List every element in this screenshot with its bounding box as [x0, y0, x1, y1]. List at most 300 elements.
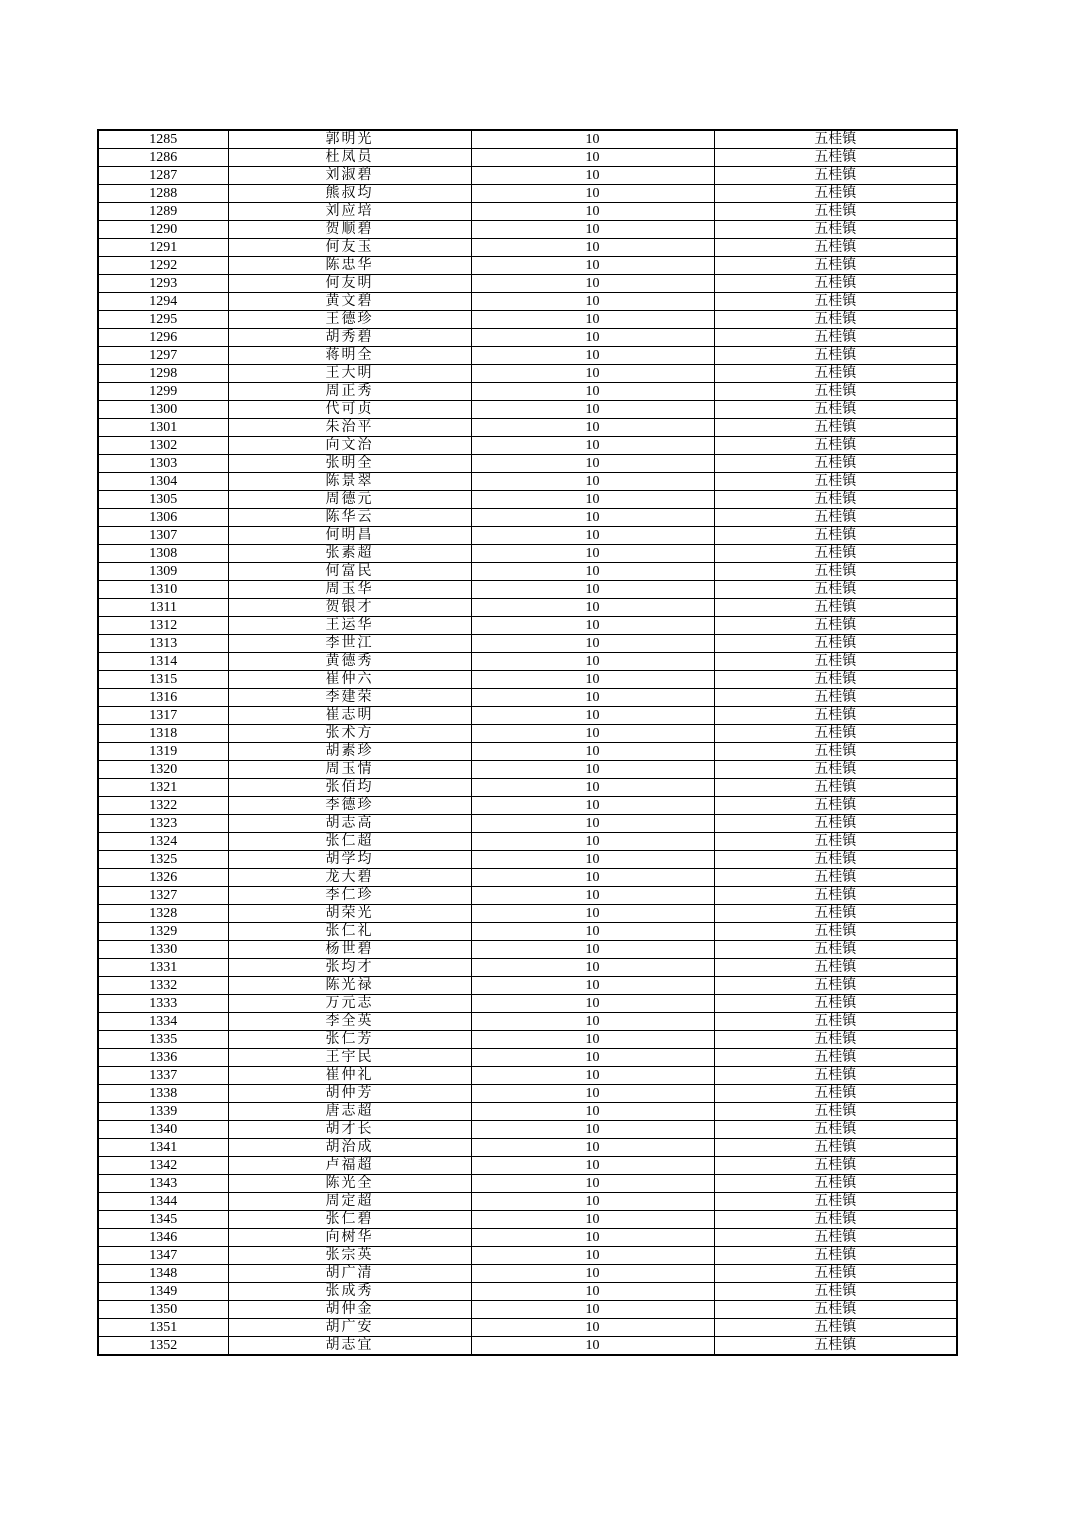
- row-number-cell: 1347: [98, 1247, 228, 1265]
- amount-cell: 10: [471, 419, 714, 437]
- person-name-cell: 代可贞: [228, 401, 471, 419]
- person-name-cell: 陈光禄: [228, 977, 471, 995]
- amount-cell: 10: [471, 761, 714, 779]
- person-name-cell: 贺顺碧: [228, 221, 471, 239]
- row-number-cell: 1335: [98, 1031, 228, 1049]
- amount-cell: 10: [471, 1139, 714, 1157]
- amount-cell: 10: [471, 1157, 714, 1175]
- amount-cell: 10: [471, 509, 714, 527]
- amount-cell: 10: [471, 401, 714, 419]
- person-name-cell: 张素超: [228, 545, 471, 563]
- table-row: [98, 293, 957, 311]
- town-cell: 五桂镇: [714, 365, 957, 383]
- person-name-cell: 杜凤员: [228, 149, 471, 167]
- town-cell: 五桂镇: [714, 1175, 957, 1193]
- town-cell: 五桂镇: [714, 203, 957, 221]
- table-row: [98, 1211, 957, 1229]
- person-name-cell: 胡志高: [228, 815, 471, 833]
- person-name-cell: 胡学均: [228, 851, 471, 869]
- town-cell: 五桂镇: [714, 1247, 957, 1265]
- amount-cell: 10: [471, 437, 714, 455]
- row-number-cell: 1328: [98, 905, 228, 923]
- amount-cell: 10: [471, 743, 714, 761]
- town-cell: 五桂镇: [714, 1211, 957, 1229]
- town-cell: 五桂镇: [714, 725, 957, 743]
- person-name-cell: 龙大碧: [228, 869, 471, 887]
- person-name-cell: 王德珍: [228, 311, 471, 329]
- table-row: [98, 1031, 957, 1049]
- row-number-cell: 1349: [98, 1283, 228, 1301]
- person-name-cell: 周玉情: [228, 761, 471, 779]
- row-number-cell: 1331: [98, 959, 228, 977]
- person-name-cell: 张宗英: [228, 1247, 471, 1265]
- town-cell: 五桂镇: [714, 275, 957, 293]
- roster-table: [97, 129, 958, 1356]
- amount-cell: 10: [471, 1211, 714, 1229]
- amount-cell: 10: [471, 1175, 714, 1193]
- row-number-cell: 1348: [98, 1265, 228, 1283]
- town-cell: 五桂镇: [714, 581, 957, 599]
- person-name-cell: 何友明: [228, 275, 471, 293]
- town-cell: 五桂镇: [714, 1265, 957, 1283]
- row-number-cell: 1309: [98, 563, 228, 581]
- person-name-cell: 黄德秀: [228, 653, 471, 671]
- person-name-cell: 郭明光: [228, 130, 471, 149]
- amount-cell: 10: [471, 203, 714, 221]
- table-row: [98, 761, 957, 779]
- table-row: [98, 221, 957, 239]
- amount-cell: 10: [471, 923, 714, 941]
- row-number-cell: 1324: [98, 833, 228, 851]
- town-cell: 五桂镇: [714, 1049, 957, 1067]
- amount-cell: 10: [471, 455, 714, 473]
- row-number-cell: 1321: [98, 779, 228, 797]
- person-name-cell: 李建荣: [228, 689, 471, 707]
- amount-cell: 10: [471, 581, 714, 599]
- row-number-cell: 1298: [98, 365, 228, 383]
- town-cell: 五桂镇: [714, 671, 957, 689]
- row-number-cell: 1340: [98, 1121, 228, 1139]
- amount-cell: 10: [471, 599, 714, 617]
- table-row: [98, 437, 957, 455]
- table-row: [98, 1175, 957, 1193]
- table-row: [98, 1085, 957, 1103]
- person-name-cell: 胡治成: [228, 1139, 471, 1157]
- row-number-cell: 1334: [98, 1013, 228, 1031]
- person-name-cell: 蒋明全: [228, 347, 471, 365]
- amount-cell: 10: [471, 671, 714, 689]
- person-name-cell: 王运华: [228, 617, 471, 635]
- amount-cell: 10: [471, 941, 714, 959]
- town-cell: 五桂镇: [714, 257, 957, 275]
- town-cell: 五桂镇: [714, 1193, 957, 1211]
- town-cell: 五桂镇: [714, 329, 957, 347]
- amount-cell: 10: [471, 833, 714, 851]
- person-name-cell: 胡荣光: [228, 905, 471, 923]
- row-number-cell: 1315: [98, 671, 228, 689]
- amount-cell: 10: [471, 689, 714, 707]
- row-number-cell: 1296: [98, 329, 228, 347]
- town-cell: 五桂镇: [714, 689, 957, 707]
- row-number-cell: 1311: [98, 599, 228, 617]
- amount-cell: 10: [471, 1121, 714, 1139]
- table-row: [98, 581, 957, 599]
- person-name-cell: 周定超: [228, 1193, 471, 1211]
- town-cell: 五桂镇: [714, 653, 957, 671]
- table-row: [98, 707, 957, 725]
- table-row: [98, 383, 957, 401]
- town-cell: 五桂镇: [714, 1157, 957, 1175]
- row-number-cell: 1344: [98, 1193, 228, 1211]
- table-row: [98, 239, 957, 257]
- amount-cell: 10: [471, 329, 714, 347]
- amount-cell: 10: [471, 617, 714, 635]
- table-row: [98, 815, 957, 833]
- amount-cell: 10: [471, 905, 714, 923]
- person-name-cell: 黄文碧: [228, 293, 471, 311]
- row-number-cell: 1333: [98, 995, 228, 1013]
- row-number-cell: 1307: [98, 527, 228, 545]
- row-number-cell: 1313: [98, 635, 228, 653]
- table-row: [98, 167, 957, 185]
- town-cell: 五桂镇: [714, 563, 957, 581]
- table-row: [98, 977, 957, 995]
- table-row: [98, 311, 957, 329]
- table-row: [98, 1103, 957, 1121]
- town-cell: 五桂镇: [714, 491, 957, 509]
- row-number-cell: 1330: [98, 941, 228, 959]
- amount-cell: 10: [471, 311, 714, 329]
- person-name-cell: 何明昌: [228, 527, 471, 545]
- table-row: [98, 149, 957, 167]
- amount-cell: 10: [471, 1031, 714, 1049]
- table-row: [98, 365, 957, 383]
- town-cell: 五桂镇: [714, 1121, 957, 1139]
- row-number-cell: 1341: [98, 1139, 228, 1157]
- row-number-cell: 1345: [98, 1211, 228, 1229]
- town-cell: 五桂镇: [714, 1337, 957, 1356]
- town-cell: 五桂镇: [714, 797, 957, 815]
- amount-cell: 10: [471, 527, 714, 545]
- table-row: [98, 203, 957, 221]
- person-name-cell: 胡才长: [228, 1121, 471, 1139]
- person-name-cell: 周德元: [228, 491, 471, 509]
- person-name-cell: 向文治: [228, 437, 471, 455]
- row-number-cell: 1337: [98, 1067, 228, 1085]
- row-number-cell: 1291: [98, 239, 228, 257]
- person-name-cell: 刘淑碧: [228, 167, 471, 185]
- table-row: [98, 1229, 957, 1247]
- amount-cell: 10: [471, 365, 714, 383]
- amount-cell: 10: [471, 545, 714, 563]
- amount-cell: 10: [471, 815, 714, 833]
- town-cell: 五桂镇: [714, 401, 957, 419]
- table-row: [98, 1049, 957, 1067]
- amount-cell: 10: [471, 851, 714, 869]
- amount-cell: 10: [471, 1103, 714, 1121]
- row-number-cell: 1319: [98, 743, 228, 761]
- row-number-cell: 1322: [98, 797, 228, 815]
- person-name-cell: 崔仲六: [228, 671, 471, 689]
- table-row: [98, 617, 957, 635]
- amount-cell: 10: [471, 275, 714, 293]
- amount-cell: 10: [471, 995, 714, 1013]
- row-number-cell: 1332: [98, 977, 228, 995]
- amount-cell: 10: [471, 1013, 714, 1031]
- row-number-cell: 1316: [98, 689, 228, 707]
- town-cell: 五桂镇: [714, 473, 957, 491]
- town-cell: 五桂镇: [714, 509, 957, 527]
- table-row: [98, 833, 957, 851]
- person-name-cell: 胡素珍: [228, 743, 471, 761]
- table-row: [98, 1013, 957, 1031]
- amount-cell: 10: [471, 797, 714, 815]
- table-row: [98, 671, 957, 689]
- table-row: [98, 1319, 957, 1337]
- row-number-cell: 1287: [98, 167, 228, 185]
- table-row: [98, 257, 957, 275]
- amount-cell: 10: [471, 977, 714, 995]
- row-number-cell: 1288: [98, 185, 228, 203]
- table-row: [98, 1265, 957, 1283]
- row-number-cell: 1317: [98, 707, 228, 725]
- town-cell: 五桂镇: [714, 383, 957, 401]
- town-cell: 五桂镇: [714, 293, 957, 311]
- row-number-cell: 1342: [98, 1157, 228, 1175]
- amount-cell: 10: [471, 779, 714, 797]
- town-cell: 五桂镇: [714, 1067, 957, 1085]
- amount-cell: 10: [471, 887, 714, 905]
- row-number-cell: 1297: [98, 347, 228, 365]
- town-cell: 五桂镇: [714, 545, 957, 563]
- table-row: [98, 851, 957, 869]
- table-row: [98, 923, 957, 941]
- table-row: [98, 473, 957, 491]
- amount-cell: 10: [471, 635, 714, 653]
- person-name-cell: 张佰均: [228, 779, 471, 797]
- person-name-cell: 熊叔均: [228, 185, 471, 203]
- person-name-cell: 李仁珍: [228, 887, 471, 905]
- person-name-cell: 胡秀碧: [228, 329, 471, 347]
- row-number-cell: 1304: [98, 473, 228, 491]
- table-row: [98, 1283, 957, 1301]
- amount-cell: 10: [471, 167, 714, 185]
- town-cell: 五桂镇: [714, 851, 957, 869]
- row-number-cell: 1351: [98, 1319, 228, 1337]
- row-number-cell: 1305: [98, 491, 228, 509]
- person-name-cell: 王大明: [228, 365, 471, 383]
- amount-cell: 10: [471, 725, 714, 743]
- town-cell: 五桂镇: [714, 167, 957, 185]
- table-row: [98, 563, 957, 581]
- amount-cell: 10: [471, 491, 714, 509]
- table-row: [98, 1337, 957, 1356]
- table-row: [98, 1193, 957, 1211]
- table-row: [98, 653, 957, 671]
- row-number-cell: 1286: [98, 149, 228, 167]
- amount-cell: 10: [471, 239, 714, 257]
- amount-cell: 10: [471, 1283, 714, 1301]
- amount-cell: 10: [471, 1265, 714, 1283]
- town-cell: 五桂镇: [714, 1229, 957, 1247]
- row-number-cell: 1338: [98, 1085, 228, 1103]
- table-row: [98, 1139, 957, 1157]
- table-row: [98, 329, 957, 347]
- row-number-cell: 1294: [98, 293, 228, 311]
- row-number-cell: 1302: [98, 437, 228, 455]
- table-row: [98, 275, 957, 293]
- person-name-cell: 胡广清: [228, 1265, 471, 1283]
- town-cell: 五桂镇: [714, 347, 957, 365]
- row-number-cell: 1327: [98, 887, 228, 905]
- row-number-cell: 1292: [98, 257, 228, 275]
- row-number-cell: 1306: [98, 509, 228, 527]
- amount-cell: 10: [471, 1301, 714, 1319]
- amount-cell: 10: [471, 221, 714, 239]
- person-name-cell: 张明全: [228, 455, 471, 473]
- person-name-cell: 崔志明: [228, 707, 471, 725]
- amount-cell: 10: [471, 1319, 714, 1337]
- town-cell: 五桂镇: [714, 1283, 957, 1301]
- amount-cell: 10: [471, 1193, 714, 1211]
- table-row: [98, 1157, 957, 1175]
- person-name-cell: 张仁芳: [228, 1031, 471, 1049]
- row-number-cell: 1320: [98, 761, 228, 779]
- row-number-cell: 1325: [98, 851, 228, 869]
- person-name-cell: 向树华: [228, 1229, 471, 1247]
- town-cell: 五桂镇: [714, 239, 957, 257]
- row-number-cell: 1299: [98, 383, 228, 401]
- town-cell: 五桂镇: [714, 707, 957, 725]
- town-cell: 五桂镇: [714, 1319, 957, 1337]
- person-name-cell: 陈景翠: [228, 473, 471, 491]
- row-number-cell: 1329: [98, 923, 228, 941]
- row-number-cell: 1301: [98, 419, 228, 437]
- person-name-cell: 李全英: [228, 1013, 471, 1031]
- table-row: [98, 743, 957, 761]
- person-name-cell: 贺银才: [228, 599, 471, 617]
- row-number-cell: 1310: [98, 581, 228, 599]
- town-cell: 五桂镇: [714, 635, 957, 653]
- person-name-cell: 李德珍: [228, 797, 471, 815]
- amount-cell: 10: [471, 149, 714, 167]
- amount-cell: 10: [471, 257, 714, 275]
- row-number-cell: 1350: [98, 1301, 228, 1319]
- town-cell: 五桂镇: [714, 221, 957, 239]
- town-cell: 五桂镇: [714, 1031, 957, 1049]
- amount-cell: 10: [471, 707, 714, 725]
- row-number-cell: 1312: [98, 617, 228, 635]
- person-name-cell: 杨世碧: [228, 941, 471, 959]
- person-name-cell: 陈忠华: [228, 257, 471, 275]
- person-name-cell: 张术方: [228, 725, 471, 743]
- amount-cell: 10: [471, 959, 714, 977]
- town-cell: 五桂镇: [714, 527, 957, 545]
- table-row: [98, 491, 957, 509]
- row-number-cell: 1318: [98, 725, 228, 743]
- person-name-cell: 卢福超: [228, 1157, 471, 1175]
- amount-cell: 10: [471, 869, 714, 887]
- town-cell: 五桂镇: [714, 743, 957, 761]
- table-row: [98, 689, 957, 707]
- person-name-cell: 张仁礼: [228, 923, 471, 941]
- person-name-cell: 李世江: [228, 635, 471, 653]
- amount-cell: 10: [471, 347, 714, 365]
- table-row: [98, 725, 957, 743]
- row-number-cell: 1326: [98, 869, 228, 887]
- row-number-cell: 1336: [98, 1049, 228, 1067]
- table-row: [98, 545, 957, 563]
- town-cell: 五桂镇: [714, 815, 957, 833]
- amount-cell: 10: [471, 473, 714, 491]
- table-row: [98, 1121, 957, 1139]
- table-row: [98, 1067, 957, 1085]
- amount-cell: 10: [471, 1067, 714, 1085]
- town-cell: 五桂镇: [714, 869, 957, 887]
- person-name-cell: 张均才: [228, 959, 471, 977]
- row-number-cell: 1293: [98, 275, 228, 293]
- town-cell: 五桂镇: [714, 617, 957, 635]
- town-cell: 五桂镇: [714, 149, 957, 167]
- row-number-cell: 1285: [98, 130, 228, 149]
- town-cell: 五桂镇: [714, 130, 957, 149]
- table-row: [98, 887, 957, 905]
- table-row: [98, 599, 957, 617]
- roster-table-body: [98, 130, 957, 1355]
- town-cell: 五桂镇: [714, 887, 957, 905]
- person-name-cell: 何友玉: [228, 239, 471, 257]
- row-number-cell: 1303: [98, 455, 228, 473]
- table-row: [98, 401, 957, 419]
- document-page: [97, 129, 956, 1356]
- amount-cell: 10: [471, 563, 714, 581]
- table-row: [98, 797, 957, 815]
- person-name-cell: 张仁超: [228, 833, 471, 851]
- town-cell: 五桂镇: [714, 311, 957, 329]
- person-name-cell: 胡广安: [228, 1319, 471, 1337]
- town-cell: 五桂镇: [714, 599, 957, 617]
- town-cell: 五桂镇: [714, 995, 957, 1013]
- amount-cell: 10: [471, 653, 714, 671]
- town-cell: 五桂镇: [714, 977, 957, 995]
- person-name-cell: 胡志宜: [228, 1337, 471, 1356]
- town-cell: 五桂镇: [714, 1103, 957, 1121]
- town-cell: 五桂镇: [714, 1301, 957, 1319]
- town-cell: 五桂镇: [714, 941, 957, 959]
- person-name-cell: 万元志: [228, 995, 471, 1013]
- town-cell: 五桂镇: [714, 761, 957, 779]
- town-cell: 五桂镇: [714, 779, 957, 797]
- person-name-cell: 朱治平: [228, 419, 471, 437]
- table-row: [98, 905, 957, 923]
- table-row: [98, 1301, 957, 1319]
- row-number-cell: 1308: [98, 545, 228, 563]
- person-name-cell: 胡仲芳: [228, 1085, 471, 1103]
- person-name-cell: 张仁碧: [228, 1211, 471, 1229]
- person-name-cell: 胡仲金: [228, 1301, 471, 1319]
- row-number-cell: 1295: [98, 311, 228, 329]
- row-number-cell: 1290: [98, 221, 228, 239]
- town-cell: 五桂镇: [714, 1085, 957, 1103]
- table-row: [98, 130, 957, 149]
- row-number-cell: 1289: [98, 203, 228, 221]
- town-cell: 五桂镇: [714, 905, 957, 923]
- person-name-cell: 崔仲礼: [228, 1067, 471, 1085]
- amount-cell: 10: [471, 293, 714, 311]
- person-name-cell: 陈华云: [228, 509, 471, 527]
- table-row: [98, 455, 957, 473]
- person-name-cell: 王宇民: [228, 1049, 471, 1067]
